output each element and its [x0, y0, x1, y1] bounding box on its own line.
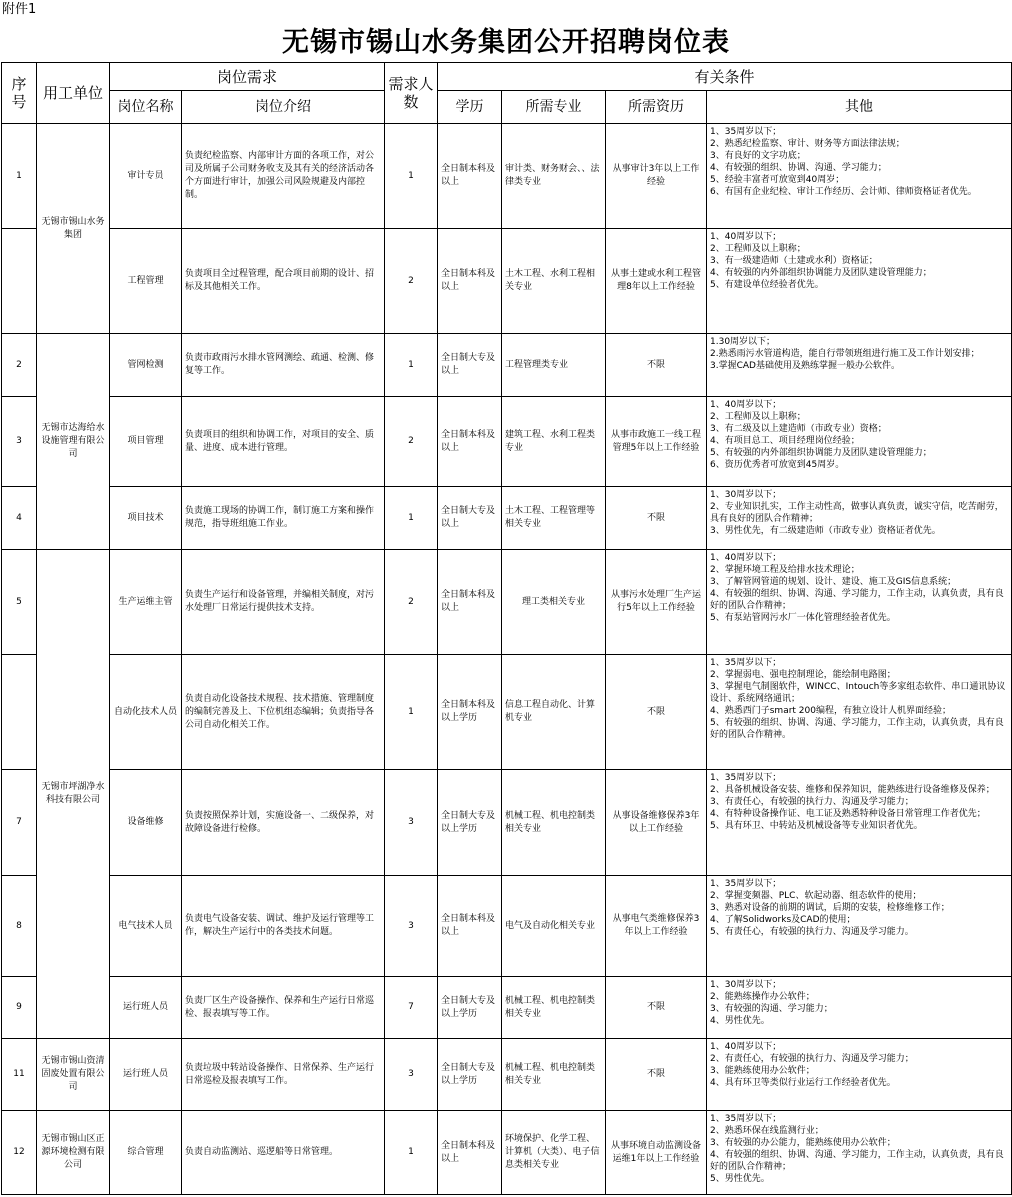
requirement-line: 3、男性优先，有二级建造师（市政专业）资格证者优先。 — [710, 526, 941, 536]
cell-job-desc: 负责垃圾中转站设备操作、日常保养、生产运行日常巡检及报表填写工作。 — [182, 1039, 385, 1111]
cell-count: 7 — [385, 977, 438, 1039]
cell-major: 机械工程、机电控制类相关专业 — [502, 977, 606, 1039]
table-row — [2, 334, 1012, 397]
cell-seq: 3 — [2, 397, 37, 487]
cell-count: 2 — [385, 550, 438, 655]
cell-other — [707, 977, 1012, 1039]
cell-unit: 无锡市锡山水务集团 — [37, 124, 110, 334]
requirement-line: 3、有较强的办公能力，能熟练使用办公软件； — [710, 1138, 896, 1148]
cell-job-desc: 负责按照保养计划，实施设备一、二级保养，对故障设备进行检修。 — [182, 770, 385, 876]
requirement-line: 1、30周岁以下； — [710, 490, 782, 500]
cell-job-desc: 负责项目全过程管理，配合项目前期的设计、招标及其他相关工作。 — [182, 229, 385, 334]
header-other: 其他 — [707, 91, 1012, 124]
cell-major: 环境保护、化学工程、计算机（大类）、电子信息类相关专业 — [502, 1111, 606, 1195]
cell-experience: 从事设备维修保养3年以上工作经验 — [606, 770, 707, 876]
cell-job-name: 项目技术 — [110, 487, 182, 550]
requirement-line: 5、具有环卫、中转站及机械设备等专业知识者优先。 — [710, 821, 923, 831]
cell-count: 1 — [385, 334, 438, 397]
table-row — [2, 487, 1012, 550]
cell-major: 土木工程、工程管理等相关专业 — [502, 487, 606, 550]
cell-job-name: 电气技术人员 — [110, 876, 182, 977]
cell-major: 机械工程、机电控制类相关专业 — [502, 1039, 606, 1111]
recruitment-table — [1, 62, 1012, 1195]
header-conditions: 有关条件 — [438, 63, 1012, 91]
cell-education: 全日制大专及以上 — [438, 334, 502, 397]
cell-major: 土木工程、水利工程相关专业 — [502, 229, 606, 334]
cell-other — [707, 334, 1012, 397]
requirement-line: 4、有较强的组织、协调、沟通、学习能力，工作主动，认真负责，具有良好的团队合作精神； — [710, 1150, 1004, 1172]
cell-unit: 无锡市锡山资清固废处置有限公司 — [37, 1039, 110, 1111]
cell-seq: 12 — [2, 1111, 37, 1195]
requirement-line: 1、35周岁以下； — [710, 879, 782, 889]
cell-other — [707, 124, 1012, 229]
cell-job-desc: 负责施工现场的协调工作，制订施工方案和操作规范，指导班组施工作业。 — [182, 487, 385, 550]
cell-major: 信息工程自动化、计算机专业 — [502, 655, 606, 770]
requirement-line: 4、有较强的内外部组织协调能力及团队建设管理能力； — [710, 268, 932, 278]
cell-major: 理工类相关专业 — [502, 550, 606, 655]
requirement-line: 2、熟悉环保在线监测行业； — [710, 1126, 824, 1136]
cell-major: 建筑工程、水利工程类专业 — [502, 397, 606, 487]
cell-experience: 从事电气类维修保养3年以上工作经验 — [606, 876, 707, 977]
cell-experience: 从事市政施工一线工程管理5年以上工作经验 — [606, 397, 707, 487]
requirement-line: 1、40周岁以下； — [710, 232, 782, 242]
requirement-line: 1、35周岁以下； — [710, 1114, 782, 1124]
cell-count: 2 — [385, 397, 438, 487]
cell-seq: 7 — [2, 770, 37, 876]
cell-job-desc: 负责纪检监察、内部审计方面的各项工作，对公司及所属子公司财务收支及其有关的经济活动各个方面进行审计，加强公司风险规避及内部控制。 — [182, 124, 385, 229]
requirement-line: 2.熟悉雨污水管道构造，能自行带领班组进行施工及工作计划安排； — [710, 349, 980, 359]
cell-education: 全日制本科及以上 — [438, 124, 502, 229]
requirement-line: 5、男性优先。 — [710, 1174, 770, 1184]
cell-unit: 无锡市达海给水设施管理有限公司 — [37, 334, 110, 550]
requirement-line: 1.30周岁以下； — [710, 337, 776, 347]
cell-count: 1 — [385, 124, 438, 229]
requirement-line: 4、有项目总工、项目经理岗位经验； — [710, 436, 860, 446]
requirement-line: 2、有责任心，有较强的执行力、沟通及学习能力； — [710, 1054, 914, 1064]
requirement-line: 4、有特种设备操作证、电工证及熟悉特种设备日常管理工作者优先； — [710, 809, 986, 819]
requirement-line: 2、工程师及以上职称； — [710, 244, 806, 254]
requirement-line: 3、了解管网管道的规划、设计、建设、施工及GIS信息系统； — [710, 577, 957, 587]
cell-other — [707, 770, 1012, 876]
cell-education: 全日制本科及以上 — [438, 397, 502, 487]
cell-count: 1 — [385, 1111, 438, 1195]
requirement-line: 4、了解Solidworks及CAD的使用； — [710, 915, 856, 925]
cell-seq: 9 — [2, 977, 37, 1039]
cell-unit: 无锡市锡山区正源环境检测有限公司 — [37, 1111, 110, 1195]
cell-experience: 不限 — [606, 977, 707, 1039]
cell-count: 3 — [385, 1039, 438, 1111]
header-seq: 序号 — [2, 63, 37, 124]
header-major: 所需专业 — [502, 91, 606, 124]
requirement-line: 3、熟悉对设备的前期的调试，后期的安装，检修维修工作； — [710, 903, 950, 913]
requirement-line: 3.掌握CAD基础使用及熟练掌握一般办公软件。 — [710, 361, 900, 371]
requirement-line: 4、具有环卫等类似行业运行工作经验者优先。 — [710, 1078, 896, 1088]
requirement-line: 2、掌握弱电、强电控制理论，能绘制电路图； — [710, 670, 896, 680]
cell-experience: 从事土建或水利工程管理8年以上工作经验 — [606, 229, 707, 334]
requirement-line: 5、有建设单位经验者优先。 — [710, 280, 824, 290]
cell-education: 全日制大专及以上学历 — [438, 1039, 502, 1111]
header-job-desc: 岗位介绍 — [182, 91, 385, 124]
cell-job-name: 运行班人员 — [110, 977, 182, 1039]
cell-job-desc: 负责生产运行和设备管理，并编相关制度，对污水处理厂日常运行提供技术支持。 — [182, 550, 385, 655]
table-row — [2, 550, 1012, 655]
cell-experience: 不限 — [606, 487, 707, 550]
requirement-line: 3、有责任心，有较强的执行力、沟通及学习能力； — [710, 797, 914, 807]
requirement-line: 1、40周岁以下； — [710, 553, 782, 563]
cell-seq: 2 — [2, 334, 37, 397]
cell-seq: 8 — [2, 876, 37, 977]
cell-experience: 不限 — [606, 334, 707, 397]
cell-education: 全日制大专及以上 — [438, 487, 502, 550]
cell-job-name: 设备维修 — [110, 770, 182, 876]
requirement-line: 2、掌握变频器、PLC、软起动器、组态软件的使用； — [710, 891, 922, 901]
header-job-name: 岗位名称 — [110, 91, 182, 124]
cell-count: 3 — [385, 770, 438, 876]
cell-experience: 不限 — [606, 1039, 707, 1111]
cell-job-name: 生产运维主管 — [110, 550, 182, 655]
cell-experience: 从事审计3年以上工作经验 — [606, 124, 707, 229]
cell-major: 工程管理类专业 — [502, 334, 606, 397]
attachment-label: 附件1 — [2, 2, 37, 17]
cell-experience: 不限 — [606, 655, 707, 770]
cell-education: 全日制本科及以上学历 — [438, 655, 502, 770]
cell-job-name: 自动化技术人员 — [110, 655, 182, 770]
table-row — [2, 1039, 1012, 1111]
cell-job-desc: 负责市政雨污水排水管网测绘、疏通、检测、修复等工作。 — [182, 334, 385, 397]
table-row — [2, 876, 1012, 977]
cell-count: 1 — [385, 655, 438, 770]
cell-job-desc: 负责厂区生产设备操作、保养和生产运行日常巡检、报表填写等工作。 — [182, 977, 385, 1039]
cell-experience: 从事污水处理厂生产运行5年以上工作经验 — [606, 550, 707, 655]
requirement-line: 3、有良好的文字功底； — [710, 151, 806, 161]
requirement-line: 6、资历优秀者可放宽到45周岁。 — [710, 460, 845, 470]
page-title: 无锡市锡山水务集团公开招聘岗位表 — [282, 27, 730, 58]
cell-seq — [2, 655, 37, 770]
cell-other — [707, 876, 1012, 977]
cell-other — [707, 1039, 1012, 1111]
requirement-line: 2、能熟练操作办公软件； — [710, 992, 815, 1002]
cell-job-desc: 负责自动监测站、巡逻船等日常管理。 — [182, 1111, 385, 1195]
cell-job-name: 工程管理 — [110, 229, 182, 334]
table-row — [2, 124, 1012, 229]
cell-job-name: 项目管理 — [110, 397, 182, 487]
requirement-line: 3、能熟练使用办公软件； — [710, 1066, 815, 1076]
cell-education: 全日制本科及以上 — [438, 1111, 502, 1195]
cell-major: 机械工程、机电控制类相关专业 — [502, 770, 606, 876]
table-row — [2, 1111, 1012, 1195]
requirement-line: 1、35周岁以下； — [710, 658, 782, 668]
requirement-line: 1、40周岁以下； — [710, 1042, 782, 1052]
table-row — [2, 977, 1012, 1039]
requirement-line: 4、熟悉西门子smart 200编程，有独立设计人机界面经验； — [710, 706, 951, 716]
requirement-line: 2、掌握环境工程及给排水技术理论； — [710, 565, 860, 575]
header-unit: 用工单位 — [37, 63, 110, 124]
cell-other — [707, 550, 1012, 655]
cell-count: 2 — [385, 229, 438, 334]
header-count: 需求人数 — [385, 63, 438, 124]
requirement-line: 3、掌握电气制图软件，WINCC、Intouch等多家组态软件、串口通讯协议设计、系统网络通讯； — [710, 682, 1006, 704]
requirement-line: 4、男性优先。 — [710, 1016, 770, 1026]
cell-job-name: 管网检测 — [110, 334, 182, 397]
requirement-line: 1、40周岁以下； — [710, 400, 782, 410]
cell-major: 电气及自动化相关专业 — [502, 876, 606, 977]
requirement-line: 2、工程师及以上职称； — [710, 412, 806, 422]
cell-job-name: 审计专员 — [110, 124, 182, 229]
requirement-line: 4、有较强的组织、协调、沟通、学习能力； — [710, 163, 887, 173]
requirement-line: 5、经验丰富者可放宽到40周岁； — [710, 175, 845, 185]
cell-job-desc: 负责项目的组织和协调工作，对项目的安全、质量、进度、成本进行管理。 — [182, 397, 385, 487]
requirement-line: 1、35周岁以下； — [710, 127, 782, 137]
requirement-line: 5、有较强的组织、协调、沟通、学习能力，工作主动，认真负责，具有良好的团队合作精神。 — [710, 718, 1004, 740]
header-education: 学历 — [438, 91, 502, 124]
header-job-requirement: 岗位需求 — [110, 63, 385, 91]
cell-job-name: 运行班人员 — [110, 1039, 182, 1111]
cell-seq: 4 — [2, 487, 37, 550]
requirement-line: 4、有较强的组织、协调、沟通、学习能力，工作主动，认真负责，具有良好的团队合作精神； — [710, 589, 1004, 611]
cell-other — [707, 487, 1012, 550]
cell-unit: 无锡市坪湖净水科技有限公司 — [37, 550, 110, 1039]
header-experience: 所需资历 — [606, 91, 707, 124]
cell-education: 全日制大专及以上学历 — [438, 977, 502, 1039]
requirement-line: 6、有国有企业纪检、审计工作经历、会计师、律师资格证者优先。 — [710, 187, 977, 197]
cell-seq: 1 — [2, 124, 37, 229]
cell-job-desc: 负责电气设备安装、调试、维护及运行管理等工作，解决生产运行中的各类技术问题。 — [182, 876, 385, 977]
cell-education: 全日制本科及以上 — [438, 876, 502, 977]
cell-seq: 5 — [2, 550, 37, 655]
cell-job-name: 综合管理 — [110, 1111, 182, 1195]
requirement-line: 1、35周岁以下； — [710, 773, 782, 783]
cell-education: 全日制本科及以上 — [438, 550, 502, 655]
cell-education: 全日制大专及以上学历 — [438, 770, 502, 876]
cell-seq — [2, 229, 37, 334]
cell-education: 全日制本科及以上 — [438, 229, 502, 334]
requirement-line: 5、有较强的内外部组织协调能力及团队建设管理能力； — [710, 448, 932, 458]
cell-seq: 11 — [2, 1039, 37, 1111]
cell-major: 审计类、财务财会、、法律类专业 — [502, 124, 606, 229]
requirement-line: 3、有较强的沟通、学习能力； — [710, 1004, 833, 1014]
table-row — [2, 397, 1012, 487]
table-row — [2, 655, 1012, 770]
requirement-line: 5、有泵站管网污水厂一体化管理经验者优先。 — [710, 613, 896, 623]
table-row — [2, 770, 1012, 876]
requirement-line: 3、有一级建造师（土建或水利）资格证； — [710, 256, 878, 266]
cell-other — [707, 229, 1012, 334]
requirement-line: 1、30周岁以下； — [710, 980, 782, 990]
cell-count: 3 — [385, 876, 438, 977]
requirement-line: 2、熟悉纪检监察、审计、财务等方面法律法规； — [710, 139, 905, 149]
table-row — [2, 229, 1012, 334]
requirement-line: 2、具备机械设备安装、维修和保养知识，能熟练进行设备维修及保养； — [710, 785, 995, 795]
cell-experience: 从事环境自动监测设备运维1年以上工作经验 — [606, 1111, 707, 1195]
cell-other — [707, 397, 1012, 487]
cell-job-desc: 负责自动化设备技术规程、技术措施、管理制度的编制完善及上、下位机组态编辑；负责指导各公司自动化相关工作。 — [182, 655, 385, 770]
cell-count: 1 — [385, 487, 438, 550]
requirement-line: 5、有责任心，有较强的执行力、沟通及学习能力。 — [710, 927, 914, 937]
requirement-line: 3、有二级及以上建造师（市政专业）资格； — [710, 424, 887, 434]
requirement-line: 2、专业知识扎实，工作主动性高，做事认真负责，诚实守信，吃苦耐劳，具有良好的团队合作精神； — [710, 502, 1004, 524]
cell-other — [707, 655, 1012, 770]
cell-other — [707, 1111, 1012, 1195]
